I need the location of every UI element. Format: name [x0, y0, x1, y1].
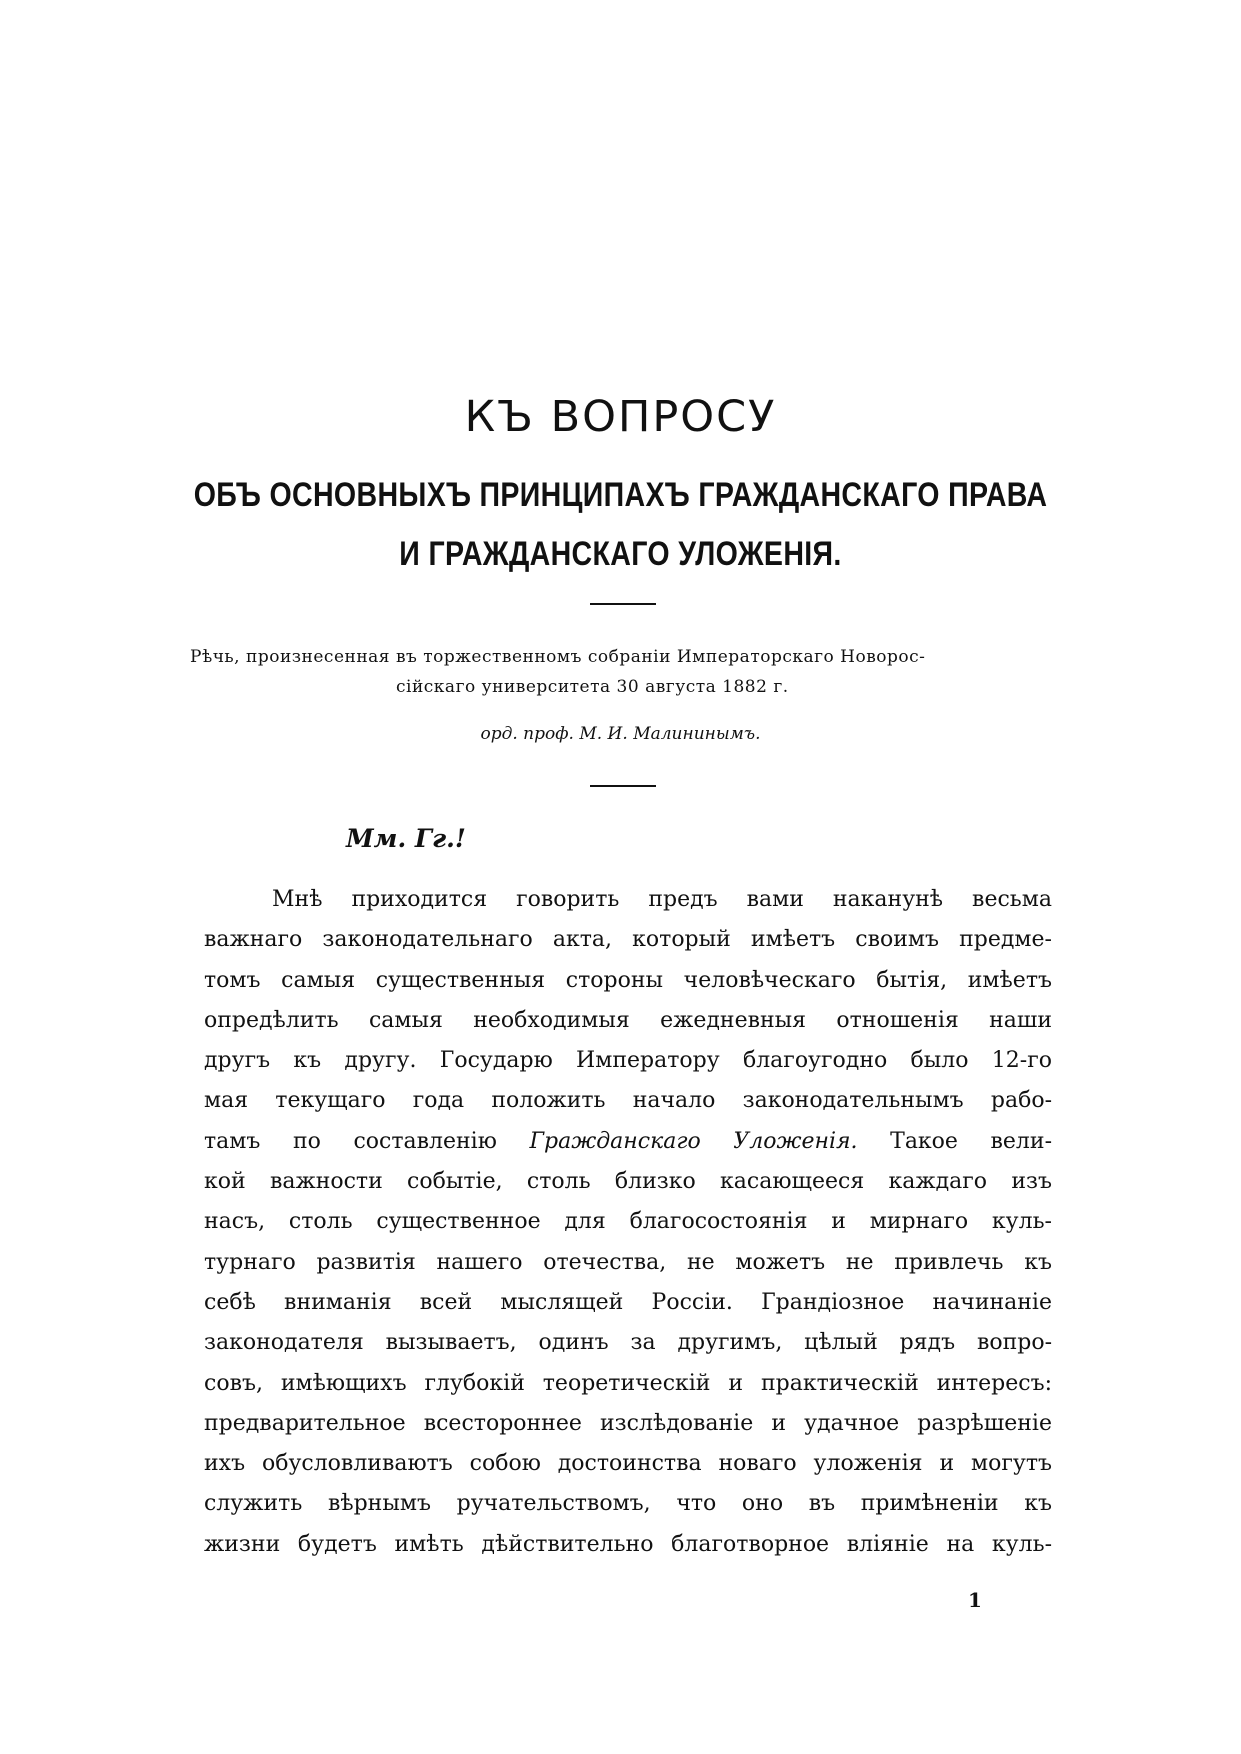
subtitle-line-2: сійскаго университета 30 августа 1882 г.	[396, 677, 789, 697]
body-line: мая текущаго года положить начало законодательнымъ рабо-	[204, 1088, 1052, 1114]
divider-rule-top	[590, 603, 656, 605]
body-text-segment: Такое вели-	[890, 1128, 1052, 1154]
body-line: насъ, столь существенное для благосостоянія и мирнаго куль-	[204, 1209, 1052, 1235]
emphasized-title: Гражданскаго Уложенія.	[529, 1128, 858, 1154]
page-number: 1	[968, 1588, 982, 1612]
body-line: турнаго развитія нашего отечества, не можетъ не привлечь къ	[204, 1249, 1052, 1275]
divider-rule-bottom	[590, 785, 656, 787]
title-line-2: ОБЪ ОСНОВНЫХЪ ПРИНЦИПАХЪ ГРАЖДАНСКАГО ПРАВА	[193, 476, 1048, 514]
body-line: Мнѣ приходится говорить предъ вами наканунѣ весьма	[272, 887, 1052, 912]
body-line: жизни будетъ имѣть дѣйствительно благотворное вліяніе на куль-	[204, 1531, 1052, 1557]
body-line: совъ, имѣющихъ глубокій теоретическій и практическій интересъ:	[204, 1370, 1052, 1396]
title-line-3: И ГРАЖДАНСКАГО УЛОЖЕНІЯ.	[399, 535, 842, 573]
body-line: кой важности событіе, столь близко касающееся каждаго изъ	[204, 1169, 1052, 1195]
body-line: другъ къ другу. Государю Императору благоугодно было 12-го	[204, 1048, 1052, 1074]
subtitle-line-1: Рѣчь, произнесенная въ торжественномъ собраніи Императорскаго Новорос-	[190, 647, 926, 667]
speech-subtitle	[190, 642, 1060, 702]
body-line: себѣ вниманія всей мыслящей Россіи. Грандіозное начинаніе	[204, 1289, 1052, 1315]
body-paragraph	[204, 880, 1052, 1565]
title-main: КЪ ВОПРОСУ	[464, 392, 777, 442]
author-line: орд. проф. М. И. Малининымъ.	[480, 724, 761, 744]
body-line: служить вѣрнымъ ручательствомъ, что оно въ примѣненіи къ	[204, 1491, 1052, 1517]
body-line: томъ самыя существенныя стороны человѣческаго бытія, имѣетъ	[204, 967, 1052, 993]
body-text-segment: тамъ по составленію	[204, 1128, 497, 1154]
body-line: законодателя вызываетъ, одинъ за другимъ, цѣлый рядъ вопро-	[204, 1330, 1052, 1356]
body-line: предварительное всестороннее изслѣдованіе и удачное разрѣшеніе	[204, 1410, 1052, 1436]
body-line: опредѣлить самыя необходимыя ежедневныя отношенія наши	[204, 1007, 1052, 1033]
body-line	[204, 1122, 1052, 1162]
salutation: Мм. Гг.!	[346, 824, 466, 853]
body-line: важнаго законодательнаго акта, который имѣетъ своимъ предме-	[204, 927, 1052, 953]
body-line: ихъ обусловливаютъ собою достоинства новаго уложенія и могутъ	[204, 1451, 1052, 1477]
